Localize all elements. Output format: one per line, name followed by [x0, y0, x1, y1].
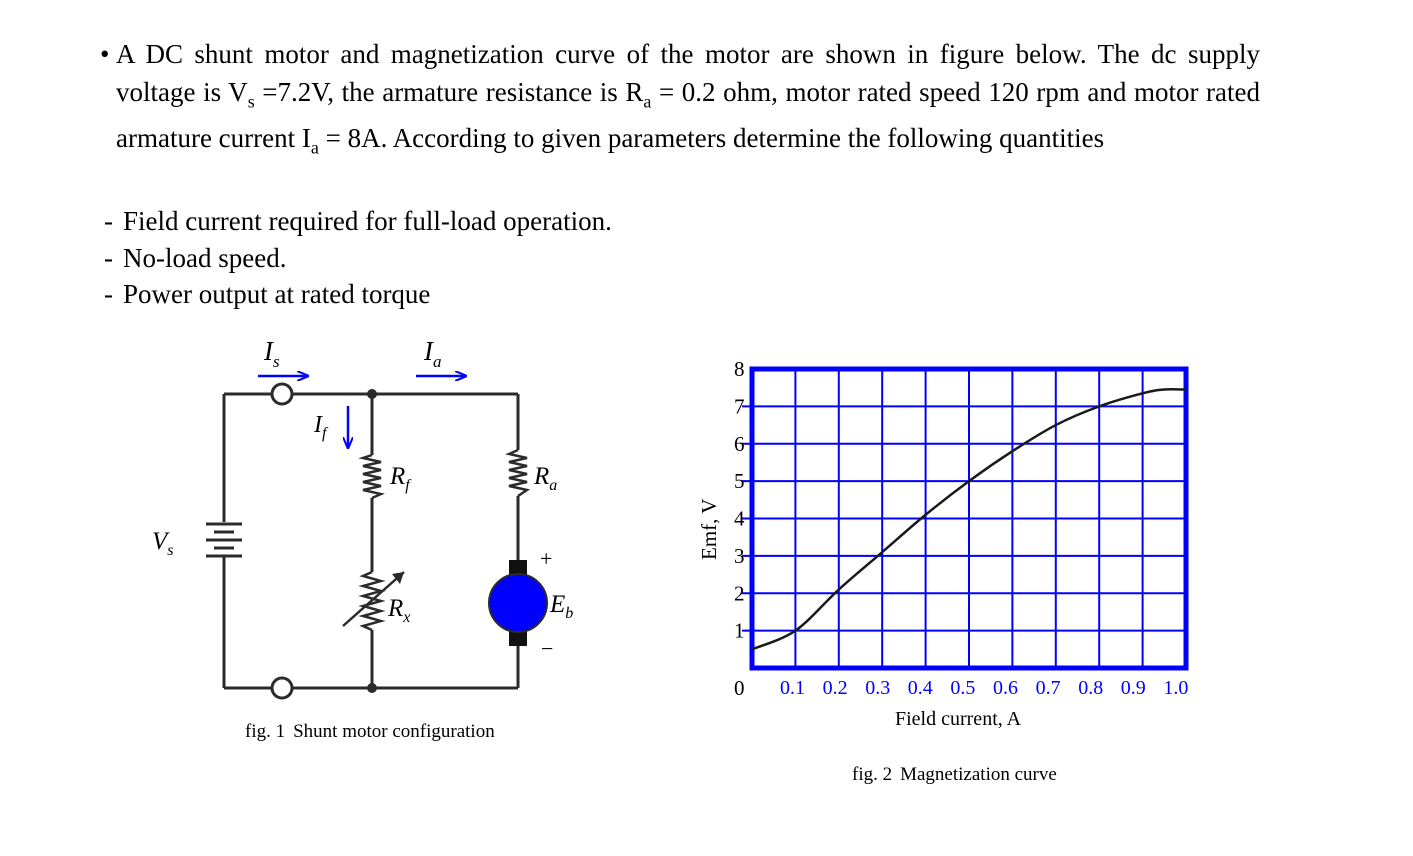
task-dash: - [104, 279, 113, 309]
plus-sign: + [540, 546, 553, 571]
y-tick-label: 6 [734, 431, 745, 456]
x-tick-label: 0.2 [822, 677, 848, 699]
ia-subscript: a [310, 137, 319, 158]
bullet-point: • [100, 39, 110, 69]
task-dash: - [104, 206, 113, 236]
problem-text-part1: A DC shunt motor and magnetization curve of the motor are shown in figure below. The dc supply voltage is V [116, 39, 1260, 107]
if-label: $I_f$ [314, 412, 327, 442]
vs-subscript: s [247, 90, 255, 111]
y-tick-label: 1 [734, 618, 745, 643]
chart-grid [742, 369, 1186, 668]
y-axis-label: Emf, V [697, 498, 721, 560]
problem-text-part3: = 0.2 ohm, motor rated speed 120 rpm and motor rated armature current I [116, 76, 1260, 154]
y-tick-label: 7 [734, 394, 745, 419]
eb-label: $E_b$ [550, 591, 574, 622]
x-tick-label: 0.9 [1120, 677, 1146, 699]
x-tick-label: 0.7 [1035, 677, 1061, 699]
task-text: Field current required for full-load operation. [123, 206, 612, 236]
task-text: No-load speed. [123, 242, 287, 273]
y-tick-label: 4 [734, 506, 745, 531]
fig1-caption: fig. 1 Shunt motor configuration [245, 721, 495, 742]
ra-label: $R_a$ [534, 463, 558, 494]
rf-label: $R_f$ [390, 463, 410, 494]
is-label: $I_s$ [264, 336, 280, 371]
x-tick-label: 1.0 [1163, 677, 1189, 699]
y-tick-labels [734, 357, 745, 643]
x-tick-label: 0.3 [865, 677, 891, 699]
ra-subscript: a [643, 90, 652, 111]
x-tick-label: 0.5 [950, 677, 976, 699]
x-tick-label: 0.6 [993, 677, 1018, 699]
y-tick-label: 2 [734, 581, 745, 606]
x-tick-label: 0.8 [1078, 677, 1104, 699]
x-tick-labels [780, 677, 1188, 699]
ia-label: $I_a$ [424, 336, 442, 371]
task-dash: - [104, 242, 113, 273]
y-tick-label: 3 [734, 543, 745, 568]
task-text: Power output at rated torque [123, 279, 431, 309]
y-tick-label: 8 [734, 357, 745, 381]
origin-label: 0 [734, 676, 745, 700]
x-tick-label: 0.1 [780, 677, 805, 699]
problem-text-part2: =7.2V, the armature resistance is R [254, 76, 644, 107]
x-tick-label: 0.4 [907, 677, 933, 699]
minus-sign: − [541, 636, 554, 661]
fig2-caption: fig. 2 Magnetization curve [852, 764, 1057, 785]
vs-label: $V_s$ [152, 528, 174, 559]
rx-label: $R_x$ [388, 595, 411, 626]
y-tick-label: 5 [734, 469, 745, 494]
x-axis-label: Field current, A [895, 708, 1022, 730]
problem-text-part4: = 8A. According to given parameters determine the following quantities [318, 123, 1105, 154]
